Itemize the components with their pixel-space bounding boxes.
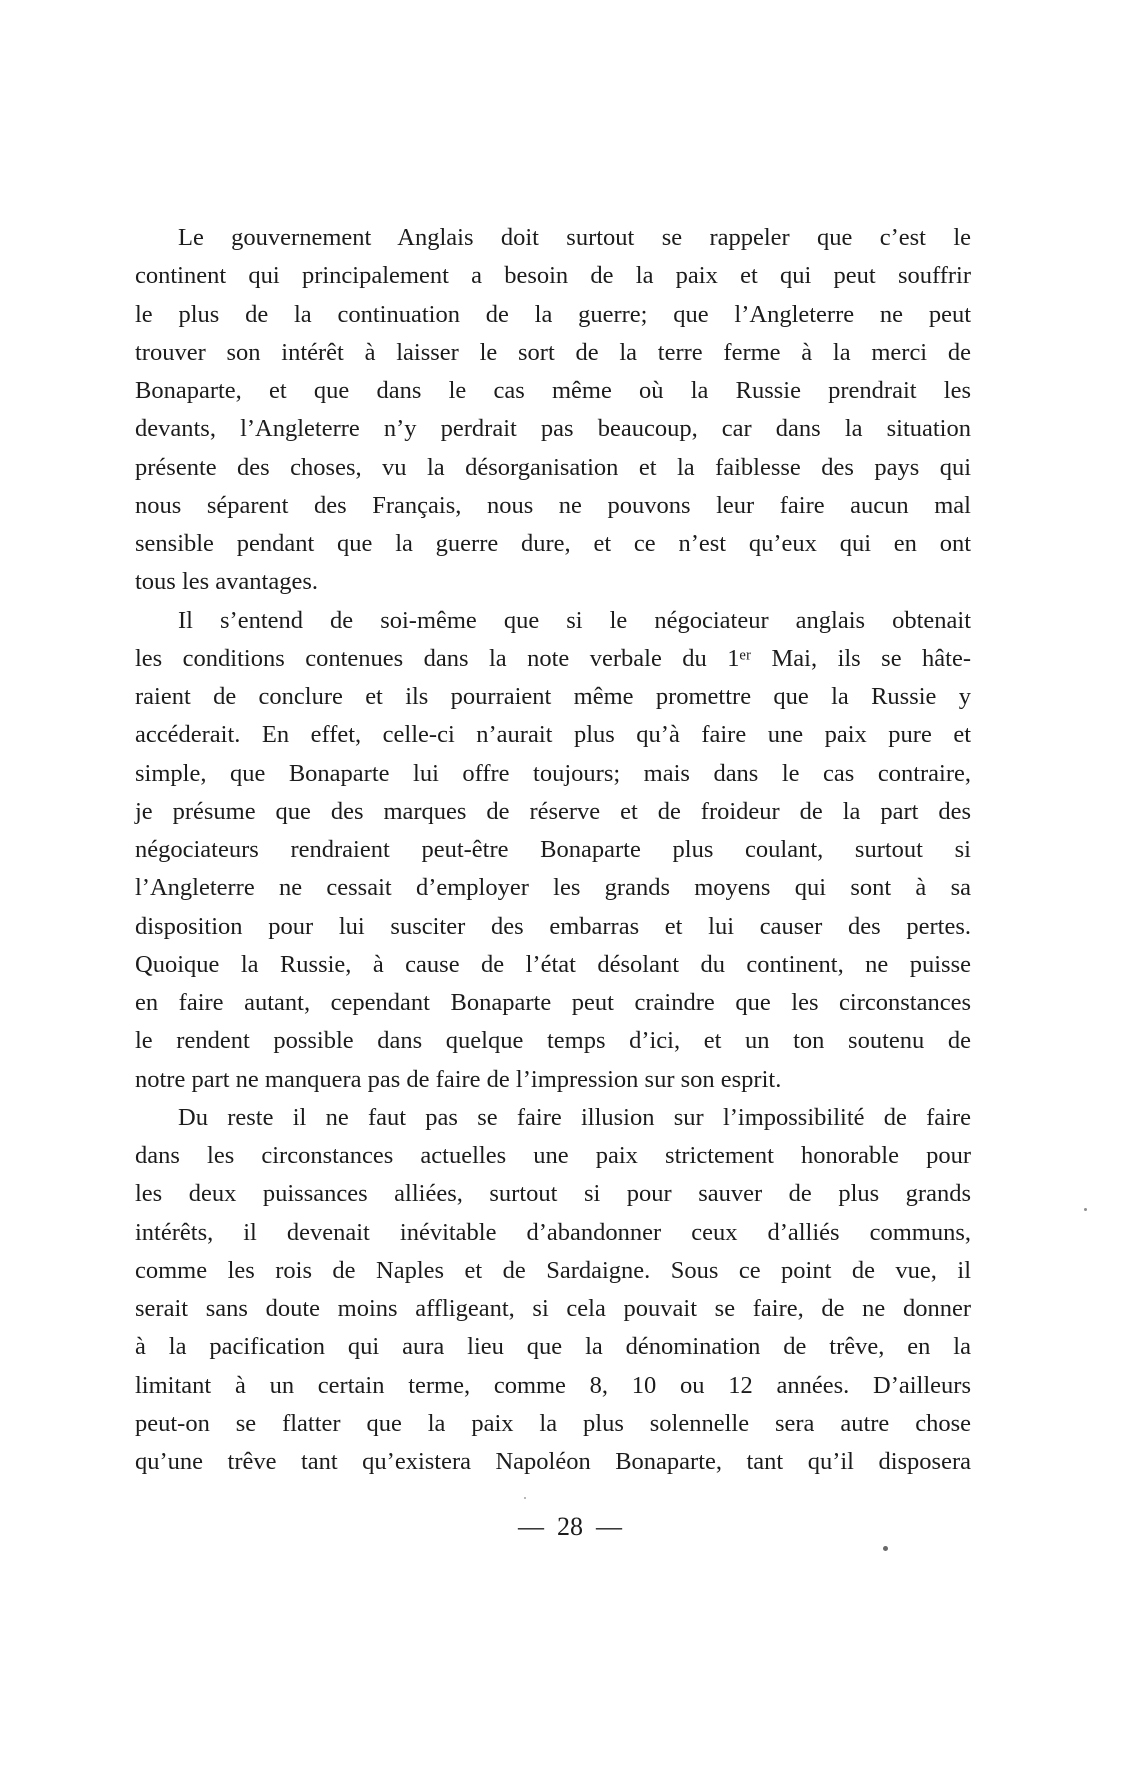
text-line: sensible pendant que la guerre dure, et ce n’est qu’eux qui en ont — [135, 530, 971, 557]
text-line: serait sans doute moins affligeant, si cela pouvait se faire, de ne donner — [135, 1295, 971, 1322]
text-line: les conditions contenues dans la note verbale du 1ᵉʳ Mai, ils se hâte- — [135, 644, 971, 672]
text-line: notre part ne manquera pas de faire de l’impression sur son esprit. — [135, 1065, 782, 1093]
text-line: trouver son intérêt à laisser le sort de la terre ferme à la merci de — [135, 338, 971, 366]
text-line: présente des choses, vu la désorganisation et la faiblesse des pays qui — [135, 453, 971, 481]
text-line: Le gouvernement Anglais doit surtout se rappeler que c’est le — [178, 224, 971, 251]
text-line: les deux puissances alliées, surtout si pour sauver de plus grands — [135, 1180, 971, 1208]
text-line: intérêts, il devenait inévitable d’abandonner ceux d’alliés communs, — [135, 1218, 971, 1246]
text-line: continent qui principalement a besoin de la paix et qui peut souffrir — [135, 262, 971, 290]
text-line: qu’une trêve tant qu’existera Napoléon Bonaparte, tant qu’il disposera — [135, 1448, 971, 1475]
text-line: raient de conclure et ils pourraient même promettre que la Russie y — [135, 683, 971, 710]
ink-speck — [524, 1497, 526, 1499]
text-line: Il s’entend de soi-même que si le négociateur anglais obtenait — [178, 606, 971, 634]
text-line: peut-on se flatter que la paix la plus solennelle sera autre chose — [135, 1409, 971, 1437]
text-line: l’Angleterre ne cessait d’employer les grands moyens qui sont à sa — [135, 874, 971, 902]
paragraph-2 — [135, 602, 971, 1099]
text-line: en faire autant, cependant Bonaparte peut craindre que les circonstances — [135, 989, 971, 1016]
text-line: le rendent possible dans quelque temps d’ici, et un ton soutenu de — [135, 1027, 971, 1055]
text-line: Du reste il ne faut pas se faire illusion sur l’impossibilité de faire — [178, 1103, 971, 1131]
page-number: — 28 — — [518, 1512, 622, 1541]
body-text — [135, 219, 971, 1481]
text-line: nous séparent des Français, nous ne pouvons leur faire aucun mal — [135, 491, 971, 519]
text-line: limitant à un certain terme, comme 8, 10 ou 12 années. D’ailleurs — [135, 1371, 971, 1399]
text-line: négociateurs rendraient peut-être Bonaparte plus coulant, surtout si — [135, 836, 971, 863]
text-line: à la pacification qui aura lieu que la dénomination de trêve, en la — [135, 1333, 971, 1361]
text-line: accéderait. En effet, celle-ci n’aurait plus qu’à faire une paix pure et — [135, 721, 971, 749]
text-line: Bonaparte, et que dans le cas même où la Russie prendrait les — [135, 377, 971, 404]
paragraph-3 — [135, 1099, 971, 1482]
text-line: Quoique la Russie, à cause de l’état désolant du continent, ne puisse — [135, 950, 971, 978]
paragraph-1 — [135, 219, 971, 602]
text-line: tous les avantages. — [135, 568, 319, 596]
text-line: le plus de la continuation de la guerre; que l’Angleterre ne peut — [135, 300, 971, 328]
text-line: comme les rois de Naples et de Sardaigne. Sous ce point de vue, il — [135, 1256, 971, 1284]
ink-speck — [883, 1546, 888, 1551]
text-line: simple, que Bonaparte lui offre toujours; mais dans le cas contraire, — [135, 759, 971, 787]
text-line: je présume que des marques de réserve et de froideur de la part des — [135, 797, 971, 825]
ink-speck — [1084, 1208, 1087, 1211]
text-line: dans les circonstances actuelles une paix strictement honorable pour — [135, 1142, 971, 1169]
text-line: disposition pour lui susciter des embarras et lui causer des pertes. — [135, 912, 971, 940]
text-line: devants, l’Angleterre n’y perdrait pas beaucoup, car dans la situation — [135, 415, 971, 443]
